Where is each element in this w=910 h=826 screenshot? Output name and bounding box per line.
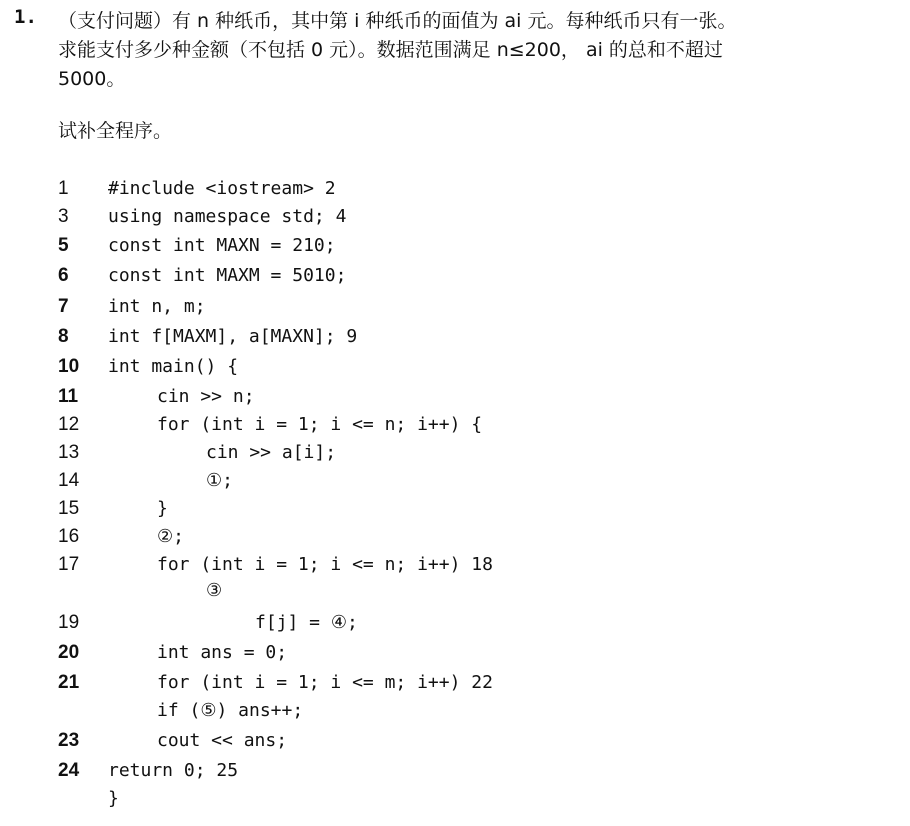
code-row <box>0 263 880 293</box>
line-number: 24 <box>58 760 80 781</box>
code-text: ③ <box>206 580 223 601</box>
code-row <box>0 670 880 700</box>
line-number: 23 <box>58 730 80 751</box>
code-text: ①; <box>206 470 233 491</box>
problem-description-line-2: 求能支付多少种金额（不包括 0 元）。数据范围满足 n≤200， ai 的总和不超过 <box>58 39 723 61</box>
code-row <box>0 698 880 728</box>
code-row <box>0 468 880 498</box>
code-text: int ans = 0; <box>157 642 288 663</box>
code-row <box>0 640 880 670</box>
line-number: 6 <box>58 265 69 286</box>
instruction-text: 试补全程序。 <box>58 120 173 142</box>
problem-description-line-1: （支付问题）有 n 种纸币，其中第 i 种纸币的面值为 ai 元。每种纸币只有一张。 <box>58 10 737 32</box>
line-number: 1 <box>58 178 69 199</box>
line-number: 16 <box>58 526 80 547</box>
line-number: 3 <box>58 206 69 227</box>
code-text: int main() { <box>108 356 239 377</box>
code-row <box>0 324 880 354</box>
line-number: 15 <box>58 498 80 519</box>
code-text: cout << ans; <box>157 730 288 751</box>
code-text: int f[MAXM], a[MAXN]; 9 <box>108 326 358 347</box>
code-text: cin >> n; <box>157 386 255 407</box>
code-row <box>0 176 880 206</box>
code-text: for (int i = 1; i <= n; i++) { <box>157 414 483 435</box>
code-row <box>0 728 880 758</box>
code-text: } <box>157 498 168 519</box>
code-row <box>0 524 880 554</box>
code-text: f[j] = ④; <box>255 612 358 633</box>
line-number: 14 <box>58 470 80 491</box>
line-number: 8 <box>58 326 69 347</box>
code-row <box>0 786 880 816</box>
code-text: } <box>108 788 119 809</box>
code-row <box>0 294 880 324</box>
code-text: if (⑤) ans++; <box>157 700 304 721</box>
code-text: using namespace std; 4 <box>108 206 347 227</box>
code-row <box>0 496 880 526</box>
line-number: 20 <box>58 642 80 663</box>
line-number: 13 <box>58 442 80 463</box>
code-row <box>0 440 880 470</box>
line-number: 5 <box>58 235 69 256</box>
line-number: 21 <box>58 672 80 693</box>
code-row <box>0 610 880 640</box>
code-row <box>0 354 880 384</box>
code-text: for (int i = 1; i <= m; i++) 22 <box>157 672 493 693</box>
line-number: 17 <box>58 554 80 575</box>
line-number: 7 <box>58 296 69 317</box>
line-number: 10 <box>58 356 80 377</box>
code-text: for (int i = 1; i <= n; i++) 18 <box>157 554 493 575</box>
code-row <box>0 233 880 263</box>
code-text: ②; <box>157 526 184 547</box>
code-row <box>0 578 880 608</box>
line-number: 12 <box>58 414 80 435</box>
line-number: 19 <box>58 612 80 633</box>
code-listing <box>0 176 910 816</box>
code-text: const int MAXM = 5010; <box>108 265 347 286</box>
code-row <box>0 204 880 234</box>
code-text: return 0; 25 <box>108 760 239 781</box>
code-text: cin >> a[i]; <box>206 442 337 463</box>
code-text: #include <iostream> 2 <box>108 178 336 199</box>
code-row <box>0 412 880 442</box>
code-text: int n, m; <box>108 296 206 317</box>
problem-number: 1. <box>14 6 37 28</box>
line-number: 11 <box>58 386 79 407</box>
code-row <box>0 384 880 414</box>
code-row <box>0 758 880 788</box>
code-text: const int MAXN = 210; <box>108 235 336 256</box>
problem-description-line-3: 5000。 <box>58 68 126 90</box>
